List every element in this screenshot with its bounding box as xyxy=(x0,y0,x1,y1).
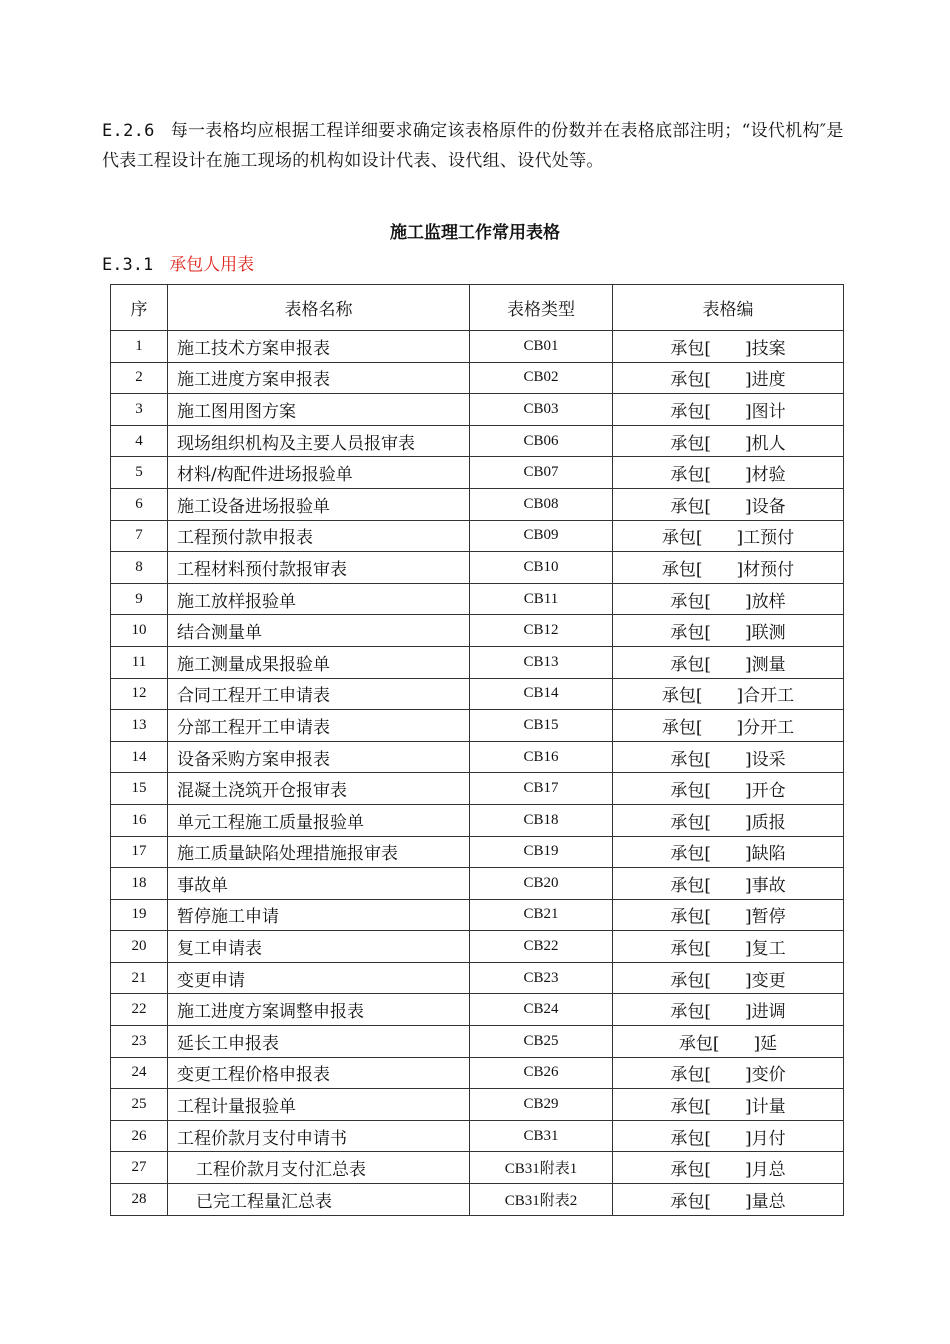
row-form-name: 施工放样报验单 xyxy=(168,583,470,615)
table-row xyxy=(111,1184,844,1216)
table-row xyxy=(111,1152,844,1184)
row-form-name: 设备采购方案申报表 xyxy=(168,741,470,773)
header-form-type: 表格类型 xyxy=(470,285,613,331)
row-form-name: 已完工程量汇总表 xyxy=(168,1184,470,1216)
row-form-type: CB11 xyxy=(470,583,613,615)
row-form-code: 承包[ ]变价 xyxy=(613,1057,844,1089)
row-form-name: 合同工程开工申请表 xyxy=(168,678,470,710)
paragraph-number: E.2.6 xyxy=(102,121,155,141)
row-form-code: 承包[ ]放样 xyxy=(613,583,844,615)
row-form-type: CB20 xyxy=(470,868,613,900)
row-index: 28 xyxy=(111,1184,168,1216)
row-index: 15 xyxy=(111,773,168,805)
row-index: 1 xyxy=(111,331,168,363)
header-form-code: 表格编 xyxy=(613,285,844,331)
table-row xyxy=(111,1026,844,1058)
row-form-code: 承包[ ]缺陷 xyxy=(613,836,844,868)
row-form-type: CB23 xyxy=(470,962,613,994)
row-index: 27 xyxy=(111,1152,168,1184)
row-form-name: 暂停施工申请 xyxy=(168,899,470,931)
row-form-type: CB13 xyxy=(470,646,613,678)
row-form-code: 承包[ ]合开工 xyxy=(613,678,844,710)
table-row xyxy=(111,394,844,426)
row-form-type: CB15 xyxy=(470,710,613,742)
row-form-code: 承包[ ]复工 xyxy=(613,931,844,963)
row-index: 5 xyxy=(111,457,168,489)
row-form-type: CB18 xyxy=(470,804,613,836)
row-form-code: 承包[ ]计量 xyxy=(613,1089,844,1121)
table-row xyxy=(111,552,844,584)
row-form-type: CB03 xyxy=(470,394,613,426)
row-form-code: 承包[ ]测量 xyxy=(613,646,844,678)
row-form-code: 承包[ ]月总 xyxy=(613,1152,844,1184)
row-index: 10 xyxy=(111,615,168,647)
row-index: 11 xyxy=(111,646,168,678)
row-form-code: 承包[ ]机人 xyxy=(613,425,844,457)
row-form-name: 材料/构配件进场报验单 xyxy=(168,457,470,489)
row-form-name: 施工图用图方案 xyxy=(168,394,470,426)
row-form-name: 工程预付款申报表 xyxy=(168,520,470,552)
table-row xyxy=(111,962,844,994)
table-row xyxy=(111,457,844,489)
paragraph-e26 xyxy=(102,116,854,176)
row-form-name: 施工进度方案申报表 xyxy=(168,362,470,394)
table-body xyxy=(111,331,844,1216)
row-form-type: CB07 xyxy=(470,457,613,489)
row-index: 3 xyxy=(111,394,168,426)
table-row xyxy=(111,899,844,931)
row-form-code: 承包[ ]工预付 xyxy=(613,520,844,552)
row-form-type: CB29 xyxy=(470,1089,613,1121)
table-row xyxy=(111,1057,844,1089)
row-form-name: 工程材料预付款报审表 xyxy=(168,552,470,584)
row-index: 18 xyxy=(111,868,168,900)
row-index: 14 xyxy=(111,741,168,773)
row-index: 26 xyxy=(111,1120,168,1152)
row-form-name: 复工申请表 xyxy=(168,931,470,963)
row-index: 8 xyxy=(111,552,168,584)
page-title: 施工监理工作常用表格 xyxy=(390,223,560,243)
row-index: 17 xyxy=(111,836,168,868)
table-row xyxy=(111,520,844,552)
row-form-type: CB17 xyxy=(470,773,613,805)
row-form-code: 承包[ ]质报 xyxy=(613,804,844,836)
row-form-type: CB21 xyxy=(470,899,613,931)
section-label: 承包人用表 xyxy=(169,255,255,275)
row-form-name: 施工设备进场报验单 xyxy=(168,488,470,520)
table-row xyxy=(111,836,844,868)
row-form-type: CB02 xyxy=(470,362,613,394)
row-form-code: 承包[ ]开仓 xyxy=(613,773,844,805)
row-form-name: 变更申请 xyxy=(168,962,470,994)
row-form-code: 承包[ ]设采 xyxy=(613,741,844,773)
row-form-type: CB22 xyxy=(470,931,613,963)
row-form-type: CB06 xyxy=(470,425,613,457)
row-form-type: CB31附表2 xyxy=(470,1184,613,1216)
row-form-name: 施工技术方案申报表 xyxy=(168,331,470,363)
row-form-name: 结合测量单 xyxy=(168,615,470,647)
row-index: 9 xyxy=(111,583,168,615)
row-form-code: 承包[ ]进度 xyxy=(613,362,844,394)
row-form-name: 工程价款月支付申请书 xyxy=(168,1120,470,1152)
table-row xyxy=(111,583,844,615)
row-form-code: 承包[ ]月付 xyxy=(613,1120,844,1152)
row-index: 20 xyxy=(111,931,168,963)
row-form-code: 承包[ ]联测 xyxy=(613,615,844,647)
row-form-type: CB12 xyxy=(470,615,613,647)
row-index: 22 xyxy=(111,994,168,1026)
row-form-code: 承包[ ]设备 xyxy=(613,488,844,520)
table-row xyxy=(111,362,844,394)
row-form-name: 施工进度方案调整申报表 xyxy=(168,994,470,1026)
row-form-type: CB31 xyxy=(470,1120,613,1152)
table-row xyxy=(111,488,844,520)
table-row xyxy=(111,868,844,900)
forms-table xyxy=(110,284,844,1216)
row-form-name: 单元工程施工质量报验单 xyxy=(168,804,470,836)
row-index: 24 xyxy=(111,1057,168,1089)
row-form-type: CB09 xyxy=(470,520,613,552)
row-form-type: CB26 xyxy=(470,1057,613,1089)
table-row xyxy=(111,773,844,805)
row-form-code: 承包[ ]图计 xyxy=(613,394,844,426)
row-form-name: 现场组织机构及主要人员报审表 xyxy=(168,425,470,457)
table-row xyxy=(111,615,844,647)
row-form-type: CB01 xyxy=(470,331,613,363)
row-form-code: 承包[ ]量总 xyxy=(613,1184,844,1216)
table-row xyxy=(111,804,844,836)
row-form-name: 施工测量成果报验单 xyxy=(168,646,470,678)
row-form-type: CB16 xyxy=(470,741,613,773)
row-form-name: 分部工程开工申请表 xyxy=(168,710,470,742)
row-form-name: 工程价款月支付汇总表 xyxy=(168,1152,470,1184)
row-form-code: 承包[ ]材预付 xyxy=(613,552,844,584)
row-form-code: 承包[ ]变更 xyxy=(613,962,844,994)
table-row xyxy=(111,710,844,742)
row-form-type: CB31附表1 xyxy=(470,1152,613,1184)
header-index: 序 xyxy=(111,285,168,331)
row-index: 12 xyxy=(111,678,168,710)
row-index: 21 xyxy=(111,962,168,994)
row-form-name: 事故单 xyxy=(168,868,470,900)
table-header-row xyxy=(111,285,844,331)
table-row xyxy=(111,931,844,963)
row-form-code: 承包[ ]材验 xyxy=(613,457,844,489)
row-form-code: 承包[ ]事故 xyxy=(613,868,844,900)
table-row xyxy=(111,741,844,773)
table-row xyxy=(111,1089,844,1121)
row-form-name: 工程计量报验单 xyxy=(168,1089,470,1121)
row-form-code: 承包[ ]分开工 xyxy=(613,710,844,742)
row-form-code: 承包[ ]进调 xyxy=(613,994,844,1026)
row-form-name: 延长工申报表 xyxy=(168,1026,470,1058)
row-index: 16 xyxy=(111,804,168,836)
row-index: 19 xyxy=(111,899,168,931)
row-index: 6 xyxy=(111,488,168,520)
row-index: 4 xyxy=(111,425,168,457)
table-row xyxy=(111,994,844,1026)
table-row xyxy=(111,425,844,457)
row-form-type: CB08 xyxy=(470,488,613,520)
row-form-code: 承包[ ]延 xyxy=(613,1026,844,1058)
section-number: E.3.1 xyxy=(102,255,154,275)
paragraph-text: 每一表格均应根据工程详细要求确定该表格原件的份数并在表格底部注明；“设代机构″是代表工程设计在施工现场的机构如设计代表、设代组、设代处等。 xyxy=(102,121,844,171)
row-form-name: 施工质量缺陷处理措施报审表 xyxy=(168,836,470,868)
header-form-name: 表格名称 xyxy=(168,285,470,331)
row-index: 13 xyxy=(111,710,168,742)
row-index: 23 xyxy=(111,1026,168,1058)
row-form-name: 混凝土浇筑开仓报审表 xyxy=(168,773,470,805)
table-row xyxy=(111,646,844,678)
row-form-type: CB19 xyxy=(470,836,613,868)
row-form-code: 承包[ ]技案 xyxy=(613,331,844,363)
table-row xyxy=(111,1120,844,1152)
row-form-type: CB25 xyxy=(470,1026,613,1058)
row-index: 2 xyxy=(111,362,168,394)
row-form-type: CB24 xyxy=(470,994,613,1026)
row-form-code: 承包[ ]暂停 xyxy=(613,899,844,931)
row-index: 7 xyxy=(111,520,168,552)
row-form-type: CB14 xyxy=(470,678,613,710)
table-row xyxy=(111,678,844,710)
row-index: 25 xyxy=(111,1089,168,1121)
table-row xyxy=(111,331,844,363)
row-form-name: 变更工程价格申报表 xyxy=(168,1057,470,1089)
section-heading xyxy=(102,250,254,275)
row-form-type: CB10 xyxy=(470,552,613,584)
